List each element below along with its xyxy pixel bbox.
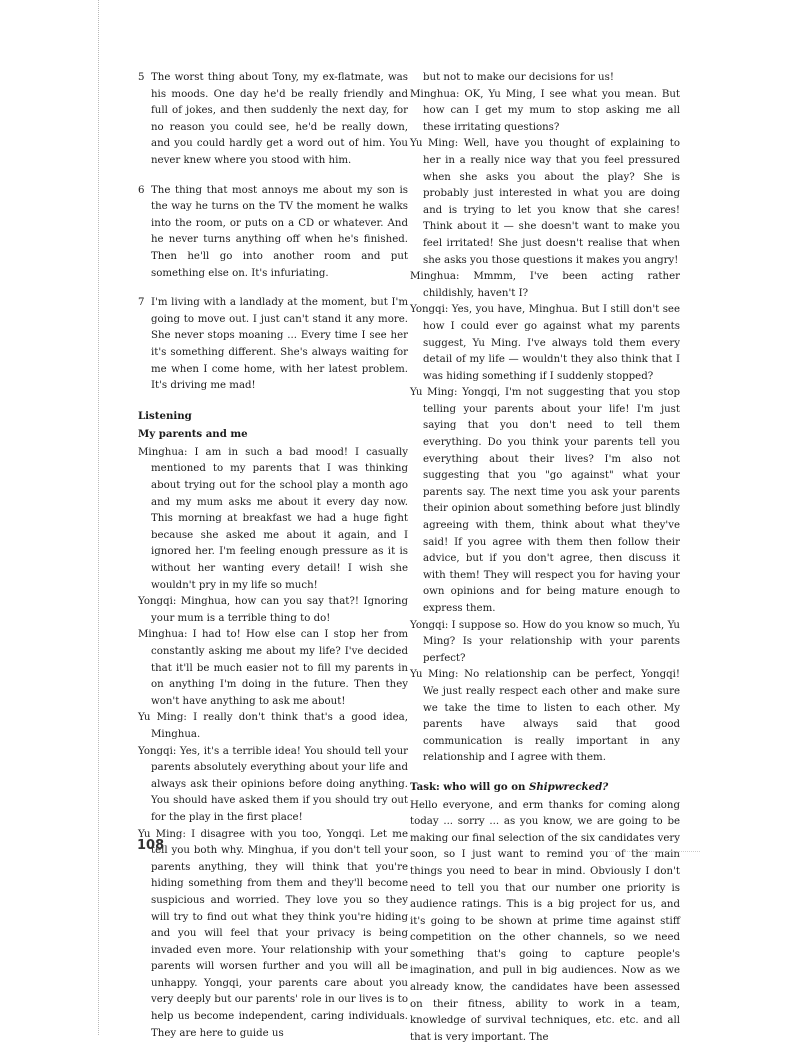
speaker-name: Minghua: [410, 271, 460, 283]
task-heading [410, 779, 680, 796]
speaker-name: Minghua: [410, 88, 460, 100]
dialogue-line [138, 710, 408, 743]
dialogue-text: OK, Yu Ming, I see what you mean. But how can I get my mum to stop asking me all these irritating questions? [423, 88, 680, 133]
item-number: 7 [138, 297, 145, 309]
dialogue-line [410, 136, 680, 269]
dialogue-text: I am in such a bad mood! I casually mentioned to my parents that I was thinking about trying out for the school play a month ago and my mum asks me about it every day now. This morning at breakfast we had a huge fight because she asked me about it again, and I ignored her. I'm feeling enough pressure as it is without her wanting every detail! I wish she wouldn't pry in my life so much! [151, 446, 408, 591]
speaker-name: Minghua: [138, 629, 188, 641]
dialogue-text: I disagree with you too, Yongqi. Let me tell you both why. Minghua, if you don't tell your parents anything, they will think that you're hiding something from them and they'll become suspicious and worried. They love you so they will try to find out what they think you're hiding and you will feel that your privacy is being invaded even more. Your relationship with your parents will worsen further and you will all be unhappy. Yongqi, your parents care about you very deeply but our parents' role in our lives is to help us become independent, caring individuals. They are here to guide us [151, 828, 408, 1039]
dialogue-text: Minghua, how can you say that?! Ignoring your mum is a terrible thing to do! [151, 596, 408, 624]
section-heading: Listening [138, 409, 192, 422]
dialogue-continuation [410, 70, 680, 87]
speaker-name: Yu Ming: [410, 138, 459, 150]
dialogue-text: I had to! How else can I stop her from constantly asking me about my life? I've decided that it'll be much easier not to fill my parents in on anything I'm doing in the future. Then they won't have anything to ask me about! [151, 629, 408, 707]
item-number: 5 [138, 72, 145, 83]
dialogue-line [410, 269, 680, 302]
speaker-name: Yongqi: [410, 619, 449, 631]
speaker-name: Yongqi: [410, 304, 449, 316]
speaker-name: Yu Ming: [138, 828, 186, 840]
dialogue-line [138, 594, 408, 627]
sub-heading: My parents and me [138, 428, 248, 441]
speaker-name: Yu Ming: [138, 712, 187, 724]
dialogue-line [138, 627, 408, 710]
right-column [410, 70, 680, 1056]
dialogue-text: I suppose so. How do you know so much, Yu Ming? Is your relationship with your parents perfect? [423, 619, 680, 664]
numbered-item-6 [138, 183, 408, 283]
dialogue-text: Yes, it's a terrible idea! You should tell your parents absolutely everything about your life and always ask their opinions before doing anything. You should have asked them if you should try out for the play in the first place! [151, 745, 408, 823]
dialogue-text: Mmmm, I've been acting rather childishly, haven't I? [423, 271, 680, 299]
dialogue-text: Yes, you have, Minghua. But I still don't see how I could ever go against what my parents suggest, Yu Ming. I've always told them every detail of my life — wouldn't they also think that I was hiding something if I suddenly stopped? [423, 304, 680, 382]
speaker-name: Yu Ming: [410, 387, 458, 399]
dialogue-line [138, 744, 408, 827]
task-script-text: Hello everyone, and erm thanks for coming along today ... sorry ... as you know, we are going to be making our final selection of the six candidates very soon, so I just want to remind you of the main things you need to bear in mind. Obviously I don't need to tell you that our number one priority is audience ratings. This is a big project for us, and it's going to be shown at prime time against stiff competition on the other channels, so we need something that's going to capture people's imagination, and pull in big audiences. Now as we already know, the candidates have been assessed on their fitness, ability to work in a team, knowledge of survival techniques, etc. etc. and all that is very important. The [410, 799, 680, 1043]
continuation-text: but not to make our decisions for us! [423, 72, 614, 83]
page-number: 108 [137, 838, 165, 853]
dialogue-text: I really don't think that's a good idea, Minghua. [151, 712, 408, 740]
item-text: I'm living with a landlady at the moment, but I'm going to move out. I just can't stand it any more. She never stops moaning ... Every time I see her it's something different. She's always waiting for me when I come home, with her latest problem. It's driving me mad! [151, 297, 408, 392]
numbered-item-5 [138, 70, 408, 170]
dialogue-text: Well, have you thought of explaining to her in a really nice way that you feel pressured when she asks you about the play? She is probably just interested in what you are doing and is trying to let you know that she cares! Think about it — she doesn't want to make you feel irritated! She just doesn't realise that when she asks you those questions it makes you angry! [423, 138, 680, 266]
numbered-item-7 [138, 295, 408, 395]
speaker-name: Yongqi: [138, 745, 177, 757]
speaker-name: Minghua: [138, 446, 188, 458]
item-text: The worst thing about Tony, my ex-flatmate, was his moods. One day he'd be really friendly and full of jokes, and then suddenly the next day, for no reason you could see, he'd be really down, and you could hardly get a word out of him. You never knew where you stood with him. [151, 72, 408, 166]
dialogue-line [410, 385, 680, 617]
task-heading-prefix: Task: who will go on [410, 780, 529, 793]
dialogue-line [410, 667, 680, 767]
speaker-name: Yongqi: [138, 596, 177, 608]
dialogue-line [410, 618, 680, 668]
dialogue-text: Yongqi, I'm not suggesting that you stop telling your parents about your life! I'm just saying that you don't need to tell them everything. Do you think your parents tell you everything about their lives? I'm also not suggesting that you "go against" what your parents say. The next time you ask your parents their opinion about something before just blindly agreeing with them, think about what they've said! If you agree with them then follow their advice, but if you don't agree, then discuss it with them! They will respect you for having your own opinions and for being mature enough to express them. [423, 387, 680, 614]
dialogue-line [410, 87, 680, 137]
dialogue-text: No relationship can be perfect, Yongqi! We just really respect each other and make sure we take the time to listen to each other. My parents have always said that good communication is really important in any relationship and I agree with them. [423, 669, 681, 764]
speaker-name: Yu Ming: [410, 669, 459, 681]
scan-smudge [600, 851, 700, 853]
page-binding-edge [98, 0, 100, 1035]
item-number: 6 [138, 184, 145, 196]
dialogue-line [138, 445, 408, 594]
dialogue-line [138, 827, 408, 1043]
left-column [138, 70, 408, 1042]
item-text: The thing that most annoys me about my son is the way he turns on the TV the moment he walks into the room, or puts on a CD or whatever. And he never turns anything off when he's finished. Then he'll go into another room and put something else on. It's infuriating. [151, 184, 408, 279]
task-heading-show-title: Shipwrecked? [528, 780, 609, 793]
dialogue-line [410, 302, 680, 385]
